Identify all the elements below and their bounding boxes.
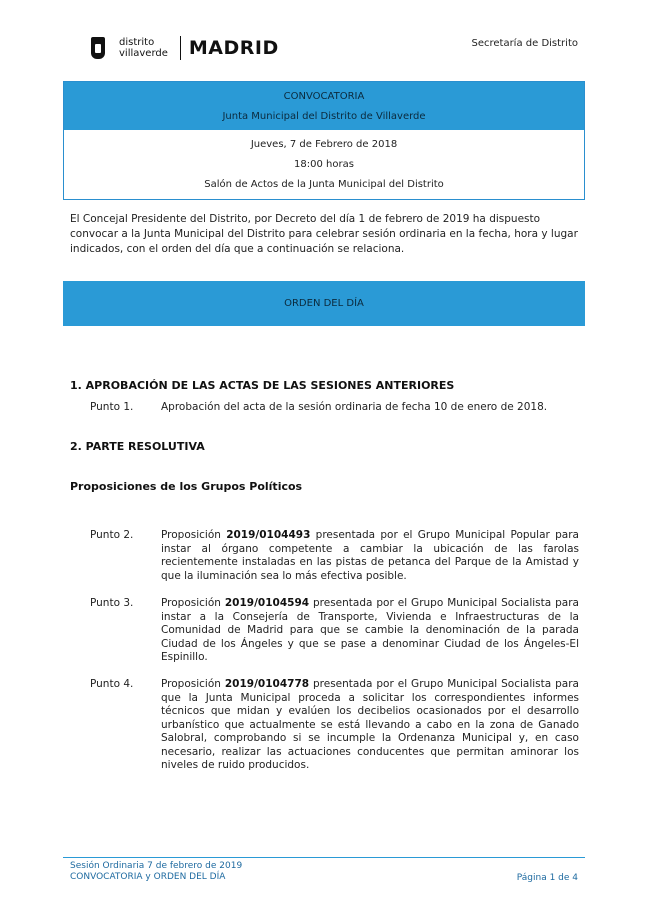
punto-2-label: Punto 2. (90, 529, 134, 541)
convocatoria-details (64, 130, 584, 195)
footer-divider (63, 857, 585, 858)
section1-heading: 1. APROBACIÓN DE LAS ACTAS DE LAS SESIONES ANTERIORES (70, 379, 455, 392)
punto-4-pre: Proposición (161, 678, 225, 690)
section2-subheading: Proposiciones de los Grupos Políticos (70, 480, 303, 493)
punto-1-text: Aprobación del acta de la sesión ordinaria de fecha 10 de enero de 2018. (161, 401, 548, 413)
punto-4-number: 2019/0104778 (224, 678, 310, 690)
orden-del-dia-title: ORDEN DEL DÍA (63, 281, 585, 326)
punto-3 (90, 597, 580, 665)
madrid-shield-icon (91, 37, 105, 59)
punto-4 (90, 678, 580, 773)
punto-2-pre: Proposición (161, 529, 227, 541)
punto-1 (90, 401, 580, 415)
meeting-place: Salón de Actos de la Junta Municipal del Distrito (204, 179, 444, 190)
logo-district-name (119, 37, 168, 59)
intro-paragraph: El Concejal Presidente del Distrito, por Decreto del día 1 de febrero de 2019 ha dispuesto convocar a la Junta Municipal del Distrito para celebrar sesión ordinaria en la fecha, hora y lugar indicados, con el orden del día que a continuación se relaciona. (70, 213, 578, 255)
madrid-logo (91, 36, 279, 60)
meeting-time: 18:00 horas (294, 159, 354, 170)
convocatoria-title: CONVOCATORIA (283, 91, 365, 102)
section2-heading: 2. PARTE RESOLUTIVA (70, 440, 205, 453)
logo-district-line2: villaverde (119, 48, 168, 59)
convocatoria-box (63, 81, 585, 200)
footer-session-info (70, 861, 242, 883)
punto-3-label: Punto 3. (90, 597, 134, 609)
punto-2-text (161, 529, 579, 583)
meeting-date: Jueves, 7 de Febrero de 2018 (250, 139, 398, 150)
page-number: Página 1 de 4 (516, 873, 578, 883)
header-department: Secretaría de Distrito (471, 38, 578, 49)
logo-divider (180, 36, 181, 60)
punto-3-number: 2019/0104594 (224, 597, 310, 609)
punto-4-post: presentada por el Grupo Municipal Socialista para que la Junta Municipal proceda a solicitar los correspondientes informes técnicos que midan y evalúen los decibelios ocasionados por el desarrollo urbanístico que actualmente se está llevando a cabo en la zona de Ganado Salobral, comprobando si se incumple la Ordenanza Municipal y, en caso necesario, realizar las actuaciones conducentes que permitan aminorar los niveles de ruido producidos. (161, 678, 579, 771)
footer-doc-title: CONVOCATORIA y ORDEN DEL DÍA (70, 872, 226, 882)
logo-city-name: MADRID (188, 37, 279, 59)
convocatoria-body-name: Junta Municipal del Distrito de Villaverde (222, 111, 426, 122)
punto-2-post: presentada por el Grupo Municipal Popular para instar al órgano competente a cambiar la ubicación de las farolas recientemente instaladas en las pistas de petanca del Parque de la Amistad y que la iluminación sea lo más efectiva posible. (161, 529, 579, 582)
punto-4-label: Punto 4. (90, 678, 134, 690)
punto-4-text (161, 678, 579, 773)
punto-3-post: presentada por el Grupo Municipal Socialista para instar a la Consejería de Transporte, Vivienda e Infraestructuras de la Comunidad de Madrid para que se cambie la denominación de la parada Ciudad de los Ángeles y que se pase a denominar Ciudad de los Ángeles-El Espinillo. (161, 597, 579, 663)
punto-3-pre: Proposición (161, 597, 225, 609)
punto-1-label: Punto 1. (90, 401, 134, 413)
punto-2-number: 2019/0104493 (226, 529, 311, 541)
logo-district-line1: distrito (119, 37, 155, 48)
punto-2 (90, 529, 580, 583)
convocatoria-header (64, 82, 584, 130)
footer-session-line: Sesión Ordinaria 7 de febrero de 2019 (70, 861, 243, 871)
punto-3-text (161, 597, 579, 665)
